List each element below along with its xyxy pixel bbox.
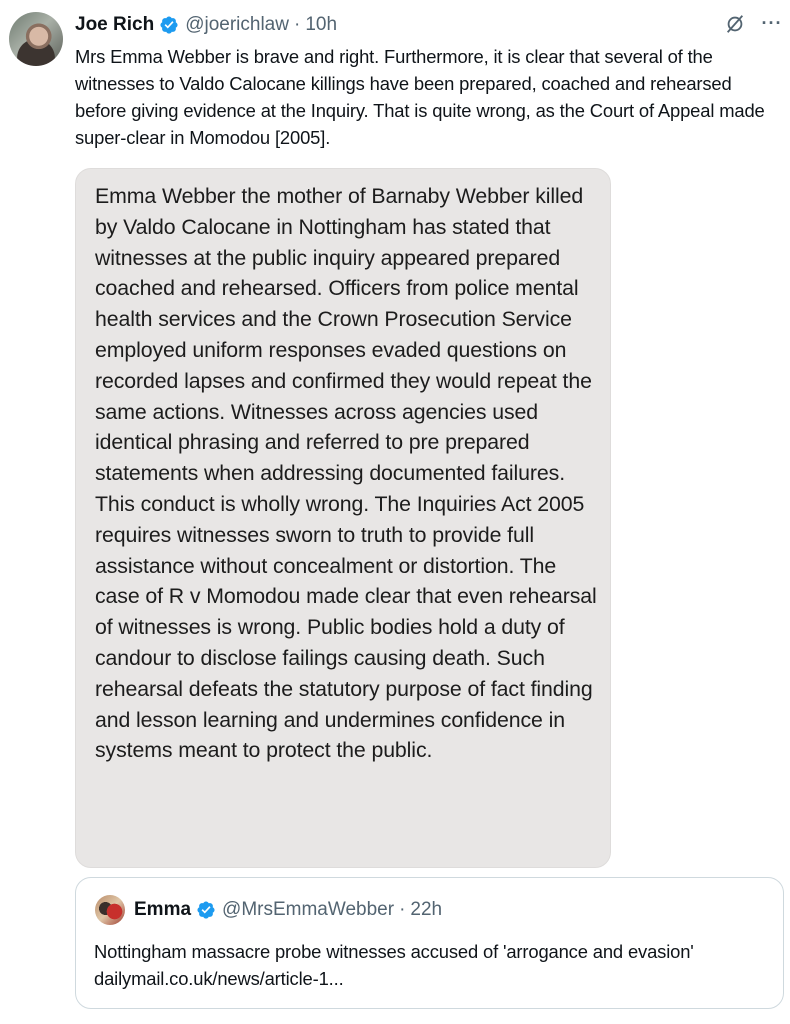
- timestamp[interactable]: 10h: [305, 14, 338, 35]
- quoted-tweet-text: Nottingham massacre probe witnesses accused of 'arrogance and evasion' dailymail.co.uk/news/article-1...: [94, 941, 694, 989]
- quoted-author-handle[interactable]: @MrsEmmaWebber: [222, 899, 395, 920]
- more-icon[interactable]: ···: [761, 13, 783, 33]
- author-avatar[interactable]: [9, 12, 63, 66]
- quoted-author-name[interactable]: Emma: [134, 899, 192, 920]
- grok-icon[interactable]: [724, 13, 746, 35]
- tweet-text: Mrs Emma Webber is brave and right. Furthermore, it is clear that several of the witnesses to Valdo Calocane killings have been prepared, coached and rehearsed before giving evidence at the Inquiry. That is quite wrong, as the Court of Appeal made super-clear in Momodou [2005].: [75, 46, 765, 148]
- separator: ·: [293, 14, 301, 35]
- author-handle[interactable]: @joerichlaw: [185, 14, 289, 35]
- verified-badge-icon: [196, 900, 216, 920]
- quoted-tweet[interactable]: [75, 877, 784, 1009]
- separator: ·: [399, 899, 406, 920]
- tweet-header: [75, 11, 337, 39]
- image-text: Emma Webber the mother of Barnaby Webber killed by Valdo Calocane in Nottingham has stated that witnesses at the public inquiry appeared prepared coached and rehearsed. Officers from police mental health services and the Crown Prosecution Service employed uniform responses evaded questions on recorded lapses and confirmed they would repeat the same actions. Witnesses across agencies used identical phrasing and referred to pre prepared statements when addressing documented failures. This conduct is wholly wrong. The Inquiries Act 2005 requires witnesses sworn to truth to provide full assistance without concealment or distortion. The case of R v Momodou made clear that even rehearsal of witnesses is wrong. Public bodies hold a duty of candour to disclose failings causing death. Such rehearsal defeats the statutory purpose of fact finding and lesson learning and undermines confidence in systems meant to protect the public.: [95, 184, 597, 763]
- verified-badge-icon: [159, 15, 179, 35]
- quoted-tweet-header: [134, 896, 442, 924]
- quoted-timestamp[interactable]: 22h: [410, 899, 443, 920]
- author-name[interactable]: Joe Rich: [75, 14, 155, 35]
- attached-image[interactable]: [75, 168, 611, 868]
- quoted-author-avatar[interactable]: [95, 895, 125, 925]
